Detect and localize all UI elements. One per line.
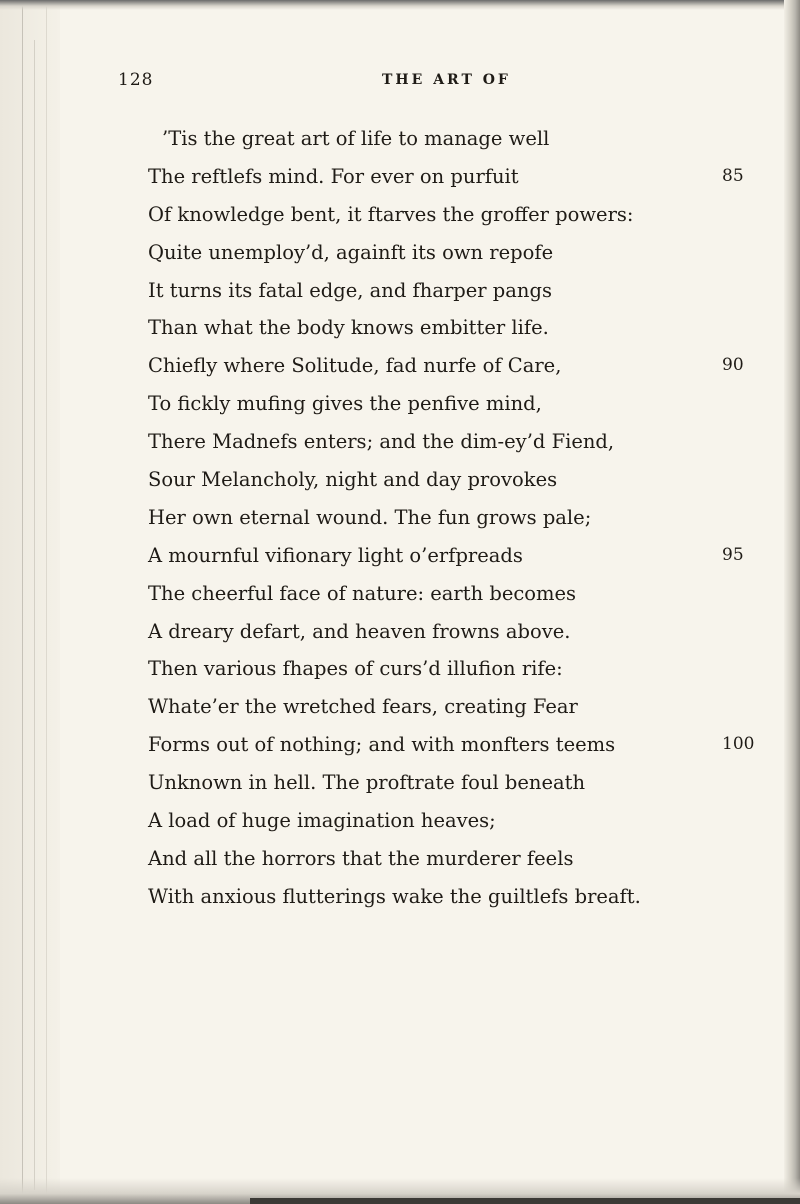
poem-line-text: Unknown in hell. The proftrate foul beneath [148, 771, 586, 795]
poem-line-text: A dreary defart, and heaven frowns above. [148, 619, 571, 643]
poem-line-text: Then various fhapes of curs’d illufion rife: [148, 657, 563, 681]
running-title: THE ART OF [382, 72, 511, 88]
poem-line [0, 347, 800, 385]
poem-line-text: To fickly mufing gives the penfive mind, [148, 392, 542, 416]
poem-line-text: Forms out of nothing; and with monfters teems [148, 733, 616, 757]
running-head [0, 70, 800, 100]
poem-line [0, 878, 800, 916]
poem-line-text: Of knowledge bent, it ftarves the groffer powers: [148, 202, 634, 226]
poem-line-text: Whate’er the wretched fears, creating Fear [148, 695, 578, 719]
poem-line [0, 461, 800, 499]
poem-line-text: Than what the body knows embitter life. [148, 316, 549, 340]
poem-line [0, 688, 800, 726]
poem-line-text: It turns its fatal edge, and fharper pangs [148, 278, 552, 302]
poem-line-text: There Madnefs enters; and the dim-ey’d Fiend, [148, 430, 615, 454]
poem-line-text: ’Tis the great art of life to manage well [162, 127, 550, 150]
poem-line-text: Her own eternal wound. The fun grows pale; [148, 505, 592, 529]
poem-line [0, 385, 800, 423]
poem-line-text: And all the horrors that the murderer feels [148, 846, 574, 870]
line-number: 85 [722, 165, 744, 186]
poem-line-text: With anxious flutterings wake the guiltlefs breaft. [148, 884, 641, 908]
poem-line-text: A load of huge imagination heaves; [148, 809, 496, 833]
poem-line [0, 726, 800, 764]
poem-line [0, 840, 800, 878]
poem-line-text: A mournful vifionary light o’erfpreads [148, 543, 523, 567]
poem-line [0, 120, 800, 158]
page-number: 128 [118, 70, 154, 90]
poem-line [0, 196, 800, 234]
poem-line-text: Sour Melancholy, night and day provokes [148, 468, 558, 492]
poem-line [0, 802, 800, 840]
poem-line [0, 309, 800, 347]
poem-line [0, 764, 800, 802]
poem-line [0, 234, 800, 272]
line-number: 90 [722, 355, 744, 376]
poem-line [0, 650, 800, 688]
poem-line-text: The cheerful face of nature: earth becomes [148, 581, 577, 605]
poem-text [0, 120, 800, 916]
poem-line-text: Chiefly where Solitude, fad nurfe of Care, [148, 354, 562, 378]
page-bottom-shadow [250, 1198, 800, 1204]
poem-line [0, 272, 800, 310]
poem-line [0, 575, 800, 613]
poem-line-text: Quite unemploy’d, againft its own repofe [148, 240, 554, 264]
page-top-edge [0, 0, 800, 10]
poem-line [0, 613, 800, 651]
line-number: 95 [722, 544, 744, 565]
poem-line [0, 158, 800, 196]
poem-line [0, 499, 800, 537]
line-number: 100 [722, 734, 755, 755]
poem-line [0, 537, 800, 575]
poem-line-text: The reftlefs mind. For ever on purfuit [148, 164, 519, 188]
poem-line [0, 423, 800, 461]
